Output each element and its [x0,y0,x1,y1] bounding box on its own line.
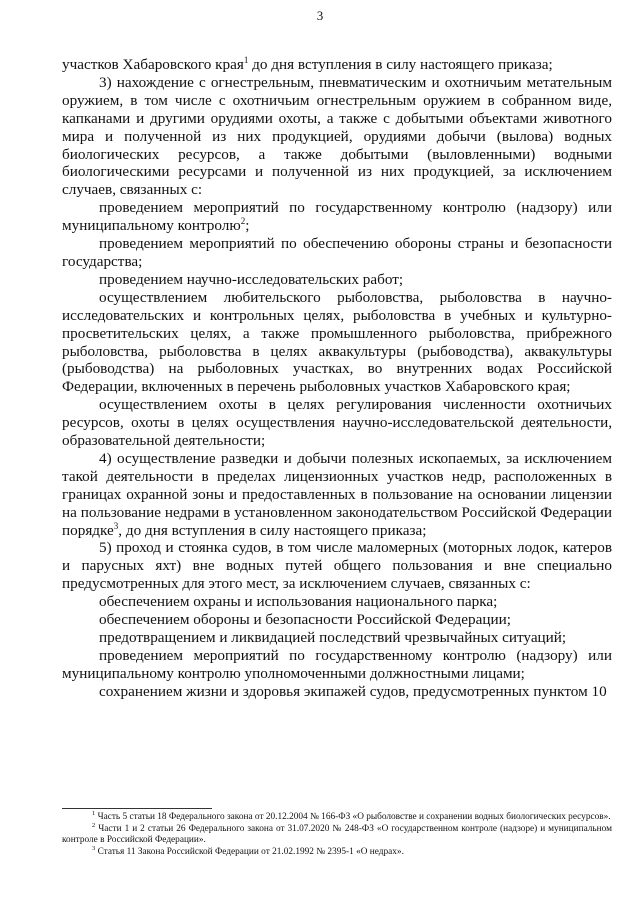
paragraph [62,396,612,450]
paragraph-text: обеспечением охраны и использования национального парка; [99,593,498,611]
footnote [62,821,612,847]
paragraph-text: проведением мероприятий по государственному контролю (надзору) или муниципальному контролю уполномоченными должностными лицами; [62,646,612,682]
footnote-reference: 2 [240,216,246,227]
footnote-mark: 1 [92,810,96,817]
paragraph [62,289,612,396]
paragraph-text: обеспечением обороны и безопасности Российской Федерации; [99,611,511,629]
paragraph-text: осуществлением охоты в целях регулирования численности охотничьих ресурсов, охоты в целях осуществления научно-исследовательской деятельности, образовательной деятельности; [62,396,612,450]
paragraph-text: участков Хабаровского края [62,56,244,73]
paragraph [62,593,612,611]
footnote-text: Часть 5 статьи 18 Федерального закона от 20.12.2004 № 166-ФЗ «О рыболовстве и сохранении водных биологических ресурсов». [95,812,611,822]
paragraph [62,56,612,74]
paragraph-text: предотвращением и ликвидацией последствий чрезвычайных ситуаций; [99,629,567,646]
paragraph-text: 4) осуществление разведки и добычи полезных ископаемых, за исключением такой деятельности в пределах лицензионных участков недр, расположенных в границах охранной зоны и предоставленных в пользование на основании лицензии на пользование недрами в установленном законодательством Российской Федерации порядке [62,449,612,539]
paragraph [62,271,612,289]
paragraph-text: проведением научно-исследовательских работ; [99,270,404,288]
document-body [62,56,612,701]
paragraph [62,611,612,629]
footnote-mark: 3 [92,844,96,852]
footnote-text: Части 1 и 2 статьи 26 Федерального закона от 31.07.2020 № 248-ФЗ «О государственном контроле (надзоре) и муниципальном контроле в Российской Федерации». [62,823,612,846]
paragraph [62,74,612,199]
paragraph-text-continued: , до дня вступления в силу настоящего приказа; [118,521,427,539]
paragraph-text: 5) проход и стоянка судов, в том числе маломерных (моторных лодок, катеров и парусных яхт) вне водных путей общего пользования и вне специально предусмотренных для этого мест, за исключением случаев, связанных с: [62,539,612,593]
paragraph-text: проведением мероприятий по обеспечению обороны страны и безопасности государства; [62,235,612,270]
paragraph-text-continued: ; [245,217,250,235]
footnote-reference: 3 [113,520,119,531]
footnote [62,812,612,824]
paragraph-text: проведением мероприятий по государственному контролю (надзору) или муниципальному контролю [62,199,612,235]
page-number: 3 [316,8,324,23]
footnote-separator [62,808,212,809]
paragraph [62,629,612,647]
paragraph-text: 3) нахождение с огнестрельным, пневматическим и охотничьим метательным оружием, в том числе с охотничьим огнестрельным оружием в собранном виде, капканами и другими орудиями охоты, а также с добытыми объектами животного мира и полученной из них продукцией, орудиями добычи (вылова) водных биологических ресурсов, а также добытыми (выловленными) водными биологическими ресурсами и полученной из них продукцией, за исключением случаев, связанных с: [62,73,612,199]
paragraph [62,683,612,701]
footnote-list [62,812,612,858]
paragraph [62,539,612,593]
paragraph-text-continued: до дня вступления в силу настоящего приказа; [248,56,553,73]
footnote-reference: 1 [243,55,249,65]
footnotes-section [62,808,612,858]
paragraph [62,199,612,235]
paragraph-text: сохранением жизни и здоровья экипажей судов, предусмотренных пунктом 10 [99,682,607,700]
footnote-text: Статья 11 Закона Российской Федерации от 21.02.1992 № 2395-1 «О недрах». [95,846,404,857]
paragraph-text: осуществлением любительского рыболовства, рыболовства в научно-исследовательских и контрольных целях, рыболовства в учебных и культурно-просветительских целях, а также промышленного рыболовства, прибрежного рыболовства, рыболовства в целях аквакультуры (рыбоводства), аквакультуры (рыбоводства) на рыболовных участках, во внутренних водах Российской Федерации, включенных в перечень рыболовных участков Хабаровского края; [62,288,612,396]
footnote [62,844,612,859]
paragraph [62,647,612,683]
footnote-mark: 2 [92,821,96,829]
paragraph [62,450,612,540]
paragraph [62,235,612,271]
